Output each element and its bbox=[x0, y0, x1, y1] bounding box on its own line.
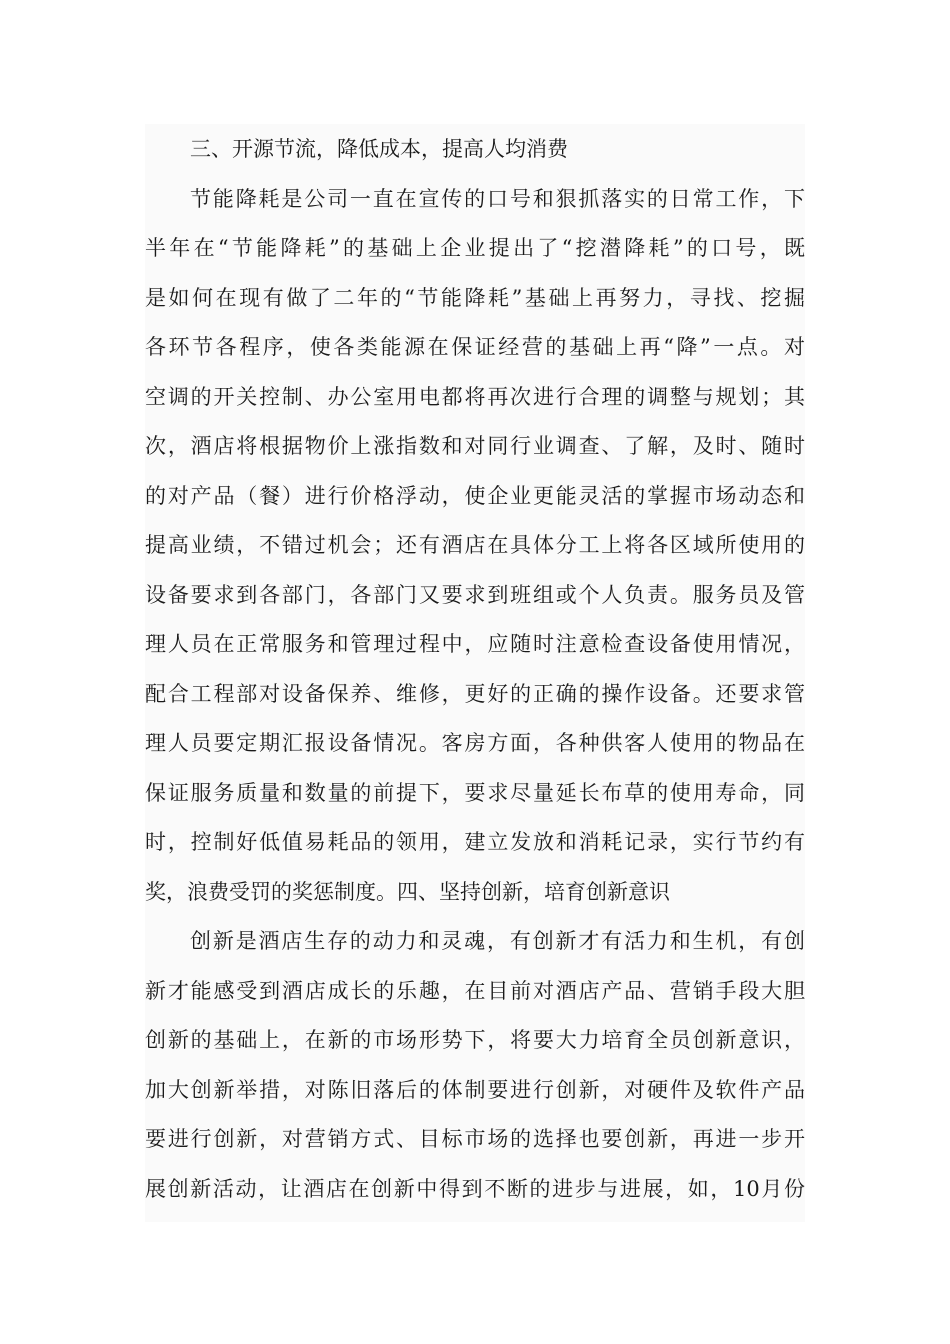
paragraph-line: 提高业绩，不错过机会；还有酒店在具体分工上将各区域所使用的 bbox=[145, 533, 805, 557]
paragraph-line: 配合工程部对设备保养、维修，更好的正确的操作设备。还要求管 bbox=[145, 681, 805, 706]
paragraph-line: 理人员在正常服务和管理过程中，应随时注意检查设备使用情况， bbox=[145, 632, 805, 656]
paragraph-line: 时，控制好低值易耗品的领用，建立发放和消耗记录，实行节约有 bbox=[145, 830, 805, 854]
paragraph-line: 各环节各程序，使各类能源在保证经营的基础上再“降”一点。对 bbox=[145, 335, 805, 359]
paragraph-line: 的对产品（餐）进行价格浮动，使企业更能灵活的掌握市场动态和 bbox=[145, 483, 805, 508]
paragraph-line: 节能降耗是公司一直在宣传的口号和狠抓落实的日常工作，下 bbox=[190, 186, 805, 211]
paragraph-line: 次，酒店将根据物价上涨指数和对同行业调查、了解，及时、随时 bbox=[145, 434, 805, 458]
paragraph-line: 要进行创新，对营销方式、目标市场的选择也要创新，再进一步开 bbox=[145, 1127, 805, 1151]
paragraph-line: 理人员要定期汇报设备情况。客房方面，各种供客人使用的物品在 bbox=[145, 731, 805, 755]
paragraph-line: 半年在“节能降耗”的基础上企业提出了“挖潜降耗”的口号，既 bbox=[145, 236, 805, 260]
paragraph-line: 展创新活动，让酒店在创新中得到不断的进步与进展，如，10月份 bbox=[145, 1176, 805, 1201]
text-block bbox=[145, 124, 805, 1222]
paragraph-line: 创新是酒店生存的动力和灵魂，有创新才有活力和生机，有创 bbox=[190, 929, 805, 953]
section-heading: 三、开源节流，降低成本，提高人均消费 bbox=[190, 137, 568, 161]
paragraph-line: 奖，浪费受罚的奖惩制度。四、坚持创新，培育创新意识 bbox=[145, 879, 670, 904]
paragraph-line: 设备要求到各部门，各部门又要求到班组或个人负责。服务员及管 bbox=[145, 582, 805, 607]
paragraph-line: 新才能感受到酒店成长的乐趣，在目前对酒店产品、营销手段大胆 bbox=[145, 978, 805, 1003]
paragraph-line: 加大创新举措，对陈旧落后的体制要进行创新，对硬件及软件产品 bbox=[145, 1077, 805, 1102]
paragraph-line: 创新的基础上，在新的市场形势下，将要大力培育全员创新意识， bbox=[145, 1028, 805, 1052]
paragraph-line: 空调的开关控制、办公室用电都将再次进行合理的调整与规划；其 bbox=[145, 384, 805, 409]
paragraph-line: 保证服务质量和数量的前提下，要求尽量延长布草的使用寿命，同 bbox=[145, 780, 805, 805]
paragraph-line: 是如何在现有做了二年的“节能降耗”基础上再努力，寻找、挖掘 bbox=[145, 285, 805, 310]
